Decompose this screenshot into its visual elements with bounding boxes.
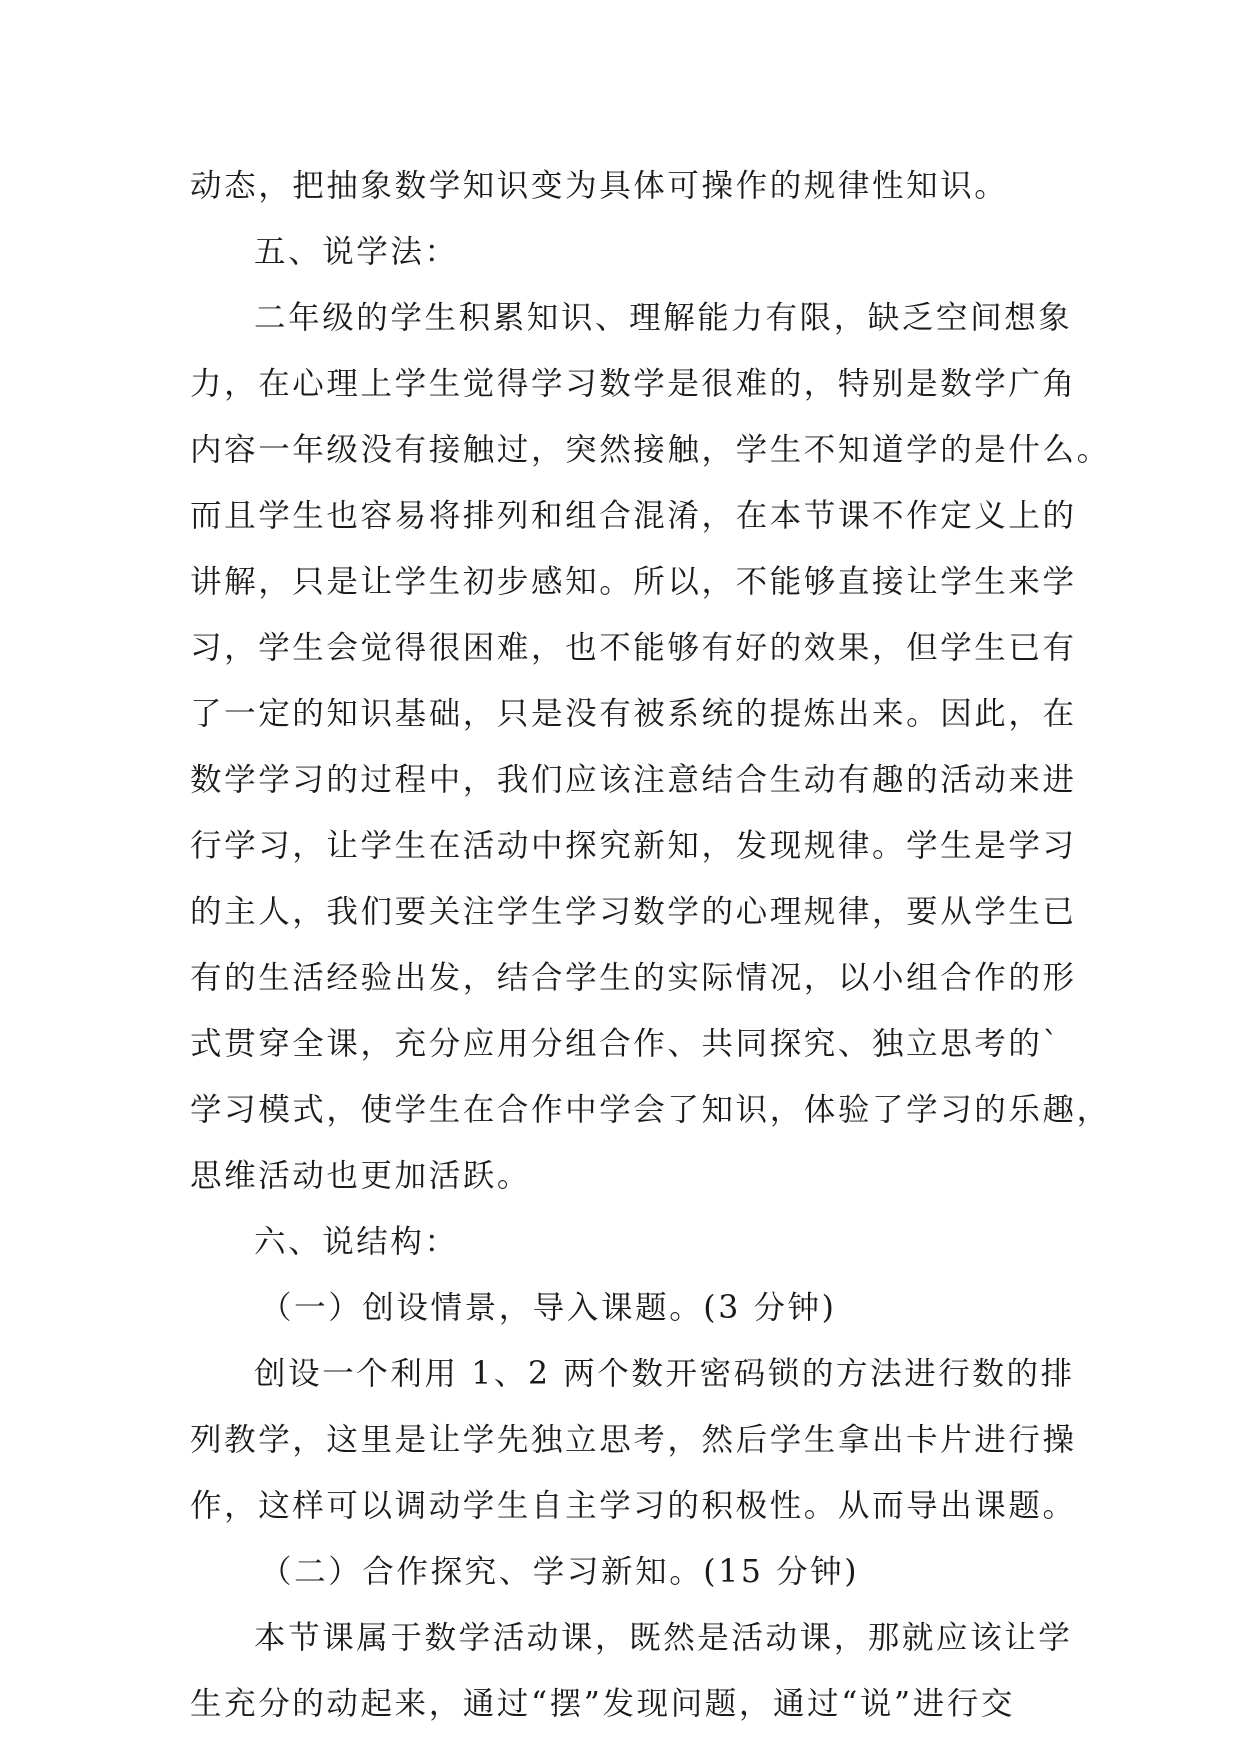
document-page bbox=[190, 153, 1111, 1737]
text-line: 列教学，这里是让学先独立思考，然后学生拿出卡片进行操 bbox=[190, 1422, 1077, 1458]
text-line: 本节课属于数学活动课，既然是活动课，那就应该让学 bbox=[254, 1620, 1073, 1656]
text-line: 行学习，让学生在活动中探究新知，发现规律。学生是学习 bbox=[190, 828, 1077, 864]
section-heading-study-method: 五、说学法： bbox=[254, 234, 459, 270]
section-heading-structure: 六、说结构： bbox=[254, 1224, 459, 1260]
text-line: 内容一年级没有接触过，突然接触，学生不知道学的是什么。 bbox=[190, 432, 1111, 468]
text-line: 的主人，我们要关注学生学习数学的心理规律，要从学生已 bbox=[190, 894, 1077, 930]
subsection-heading-2: （二）合作探究、学习新知。(15 分钟) bbox=[260, 1554, 860, 1590]
text-line: 讲解，只是让学生初步感知。所以，不能够直接让学生来学 bbox=[190, 564, 1077, 600]
text-line: 习，学生会觉得很困难，也不能够有好的效果，但学生已有 bbox=[190, 630, 1077, 666]
text-line: 生充分的动起来，通过“摆”发现问题，通过“说”进行交 bbox=[190, 1686, 1016, 1722]
text-line: 学习模式，使学生在合作中学会了知识，体验了学习的乐趣， bbox=[190, 1092, 1111, 1128]
text-line: 作，这样可以调动学生自主学习的积极性。从而导出课题。 bbox=[190, 1488, 1077, 1524]
text-line: 而且学生也容易将排列和组合混淆，在本节课不作定义上的 bbox=[190, 498, 1077, 534]
text-line: 了一定的知识基础，只是没有被系统的提炼出来。因此，在 bbox=[190, 696, 1077, 732]
text-line: 力，在心理上学生觉得学习数学是很难的，特别是数学广角 bbox=[190, 366, 1077, 402]
text-line: 创设一个利用 1、2 两个数开密码锁的方法进行数的排 bbox=[254, 1356, 1075, 1392]
text-line: 数学学习的过程中，我们应该注意结合生动有趣的活动来进 bbox=[190, 762, 1077, 798]
subsection-heading-1: （一）创设情景，导入课题。(3 分钟) bbox=[260, 1290, 837, 1326]
text-line: 二年级的学生积累知识、理解能力有限，缺乏空间想象 bbox=[254, 300, 1073, 336]
text-line: 思维活动也更加活跃。 bbox=[190, 1158, 532, 1194]
text-line: 有的生活经验出发，结合学生的实际情况，以小组合作的形 bbox=[190, 960, 1077, 996]
text-line: 式贯穿全课，充分应用分组合作、共同探究、独立思考的` bbox=[190, 1026, 1061, 1062]
text-line: 动态，把抽象数学知识变为具体可操作的规律性知识。 bbox=[190, 168, 1009, 204]
